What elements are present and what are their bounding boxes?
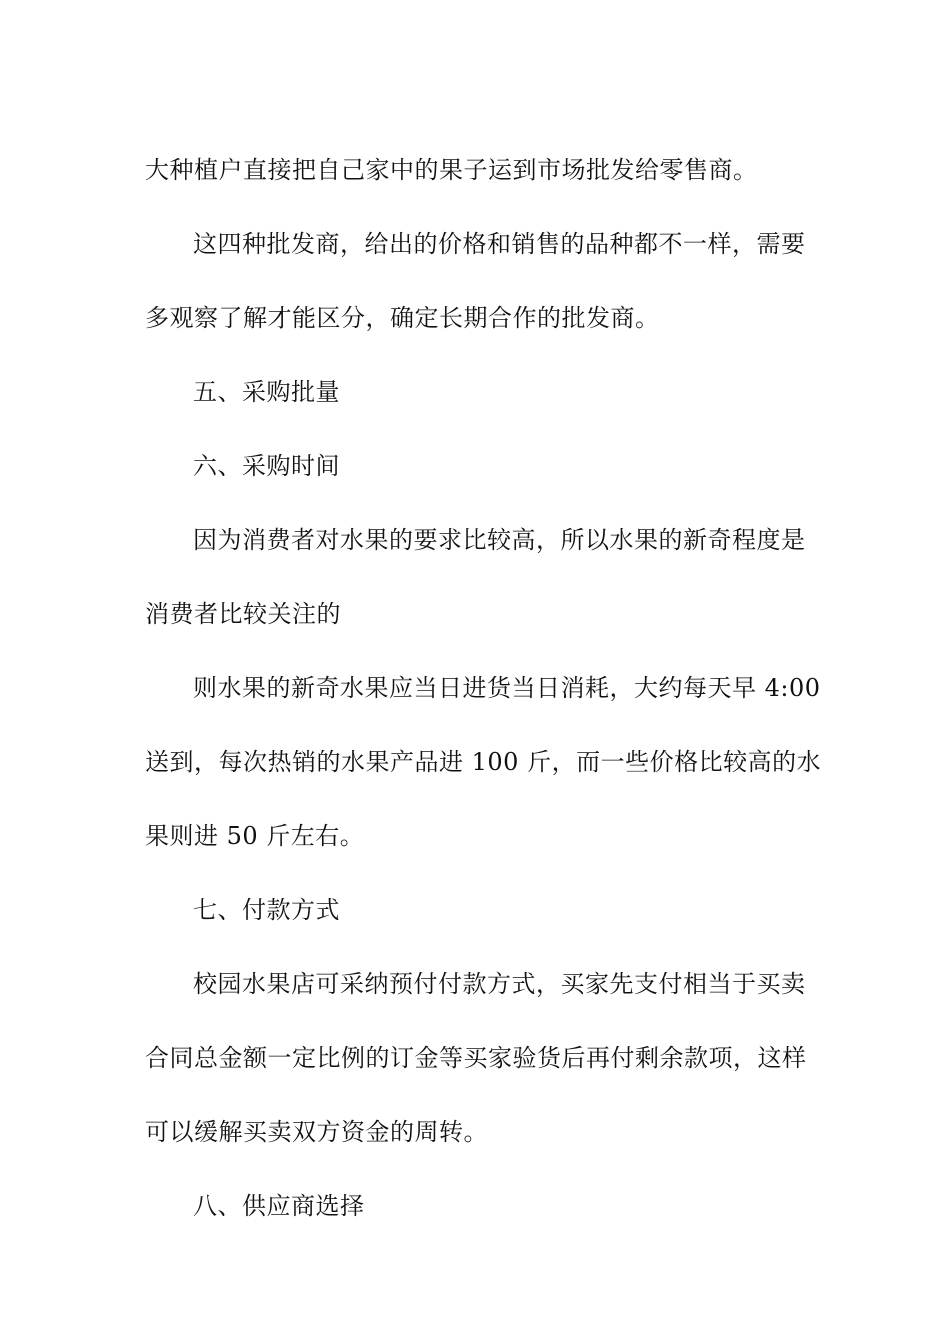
section-heading: 五、采购批量 (193, 378, 340, 406)
section-heading: 八、供应商选择 (193, 1192, 365, 1220)
paragraph-line: 消费者比较关注的 (145, 600, 341, 628)
paragraph-line: 大种植户直接把自己家中的果子运到市场批发给零售商。 (145, 156, 758, 184)
paragraph-line: 因为消费者对水果的要求比较高，所以水果的新奇程度是 (193, 526, 806, 554)
paragraph-line: 送到，每次热销的水果产品进 100 斤，而一些价格比较高的水 (145, 748, 822, 776)
paragraph-line: 多观察了解才能区分，确定长期合作的批发商。 (145, 304, 660, 332)
section-heading: 六、采购时间 (193, 452, 340, 480)
paragraph-line: 合同总金额一定比例的订金等买家验货后再付剩余款项，这样 (145, 1044, 807, 1072)
paragraph-line: 果则进 50 斤左右。 (145, 822, 365, 850)
paragraph-line: 这四种批发商，给出的价格和销售的品种都不一样，需要 (193, 230, 806, 258)
document-body (145, 133, 822, 1243)
paragraph-line: 则水果的新奇水果应当日进货当日消耗，大约每天早 4:00 (193, 674, 821, 702)
section-heading: 七、付款方式 (193, 896, 340, 924)
paragraph-line: 校园水果店可采纳预付付款方式，买家先支付相当于买卖 (193, 970, 806, 998)
paragraph-line: 可以缓解买卖双方资金的周转。 (145, 1118, 488, 1146)
